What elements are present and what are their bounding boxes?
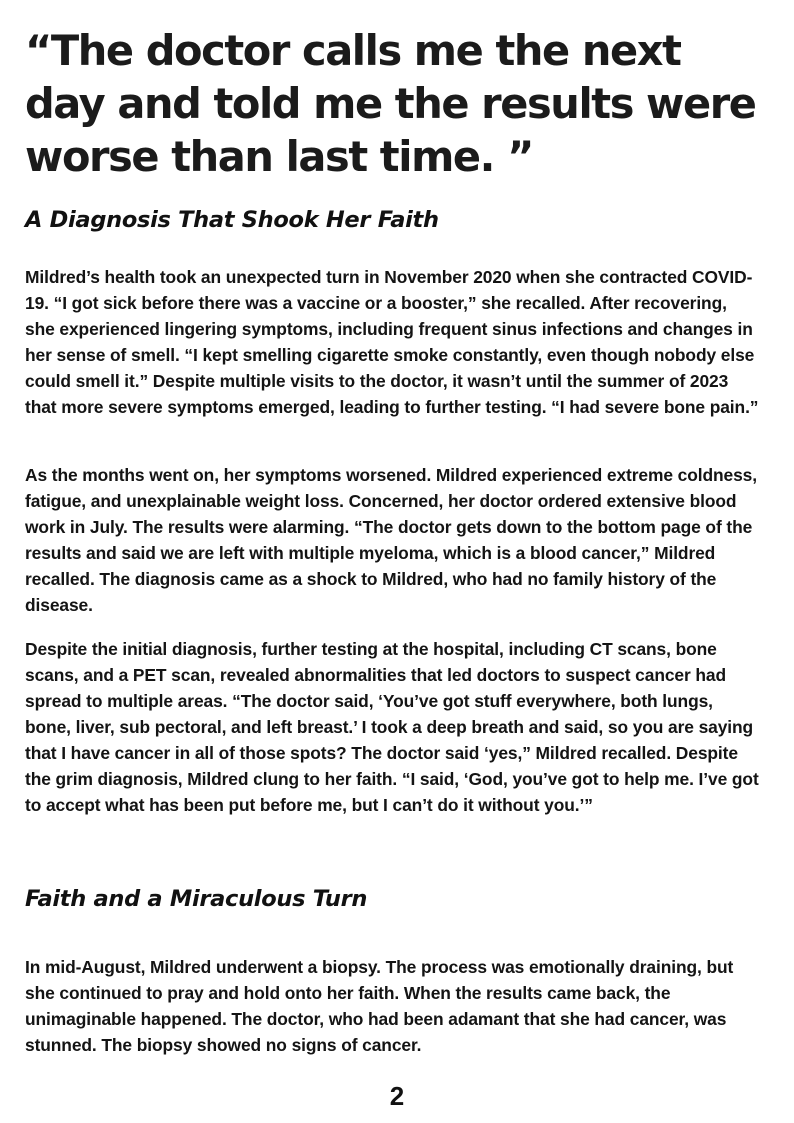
- section-heading-diagnosis: A Diagnosis That Shook Her Faith: [25, 207, 439, 233]
- paragraph-further-testing: Despite the initial diagnosis, further testing at the hospital, including CT scans, bone scans, and a PET scan, revealed abnormalities that led doctors to suspect cancer had spread to multiple areas. “The doctor said, ‘You’ve got stuff everywhere, both lungs, bone, liver, sub pectoral, and left breast.’ I took a deep breath and said, so you are saying that I have cancer in all of those spots? The doctor said ‘yes,” Mildred recalled. Despite the grim diagnosis, Mildred clung to her faith. “I said, ‘God, you’ve got to help me. I’ve got to accept what has been put before me, but I can’t do it without you.’”: [25, 639, 759, 815]
- paragraph-symptoms-worsened: As the months went on, her symptoms worsened. Mildred experienced extreme coldness, fatigue, and unexplainable weight loss. Concerned, her doctor ordered extensive blood work in July. The results were alarming. “The doctor gets down to the bottom page of the results and said we are left with multiple myeloma, which is a blood cancer,” Mildred recalled. The diagnosis came as a shock to Mildred, who had no family history of the disease.: [25, 465, 757, 615]
- paragraph-biopsy: In mid-August, Mildred underwent a biopsy. The process was emotionally draining, but she continued to pray and hold onto her faith. When the results came back, the unimaginable happened. The doctor, who had been adamant that she had cancer, was stunned. The biopsy showed no signs of cancer.: [25, 957, 734, 1055]
- pull-quote: “The doctor calls me the next day and told me the results were worse than last time. ”: [25, 26, 756, 181]
- page-number: 2: [389, 1081, 405, 1111]
- section-heading-miraculous-turn: Faith and a Miraculous Turn: [25, 886, 368, 912]
- paragraph-covid-history: Mildred’s health took an unexpected turn in November 2020 when she contracted COVID-19. “I got sick before there was a vaccine or a booster,” she recalled. After recovering, she experienced lingering symptoms, including frequent sinus infections and changes in her sense of smell. “I kept smelling cigarette smoke constantly, even though nobody else could smell it.” Despite multiple visits to the doctor, it wasn’t until the summer of 2023 that more severe symptoms emerged, leading to further testing. “I had severe bone pain.”: [25, 267, 759, 417]
